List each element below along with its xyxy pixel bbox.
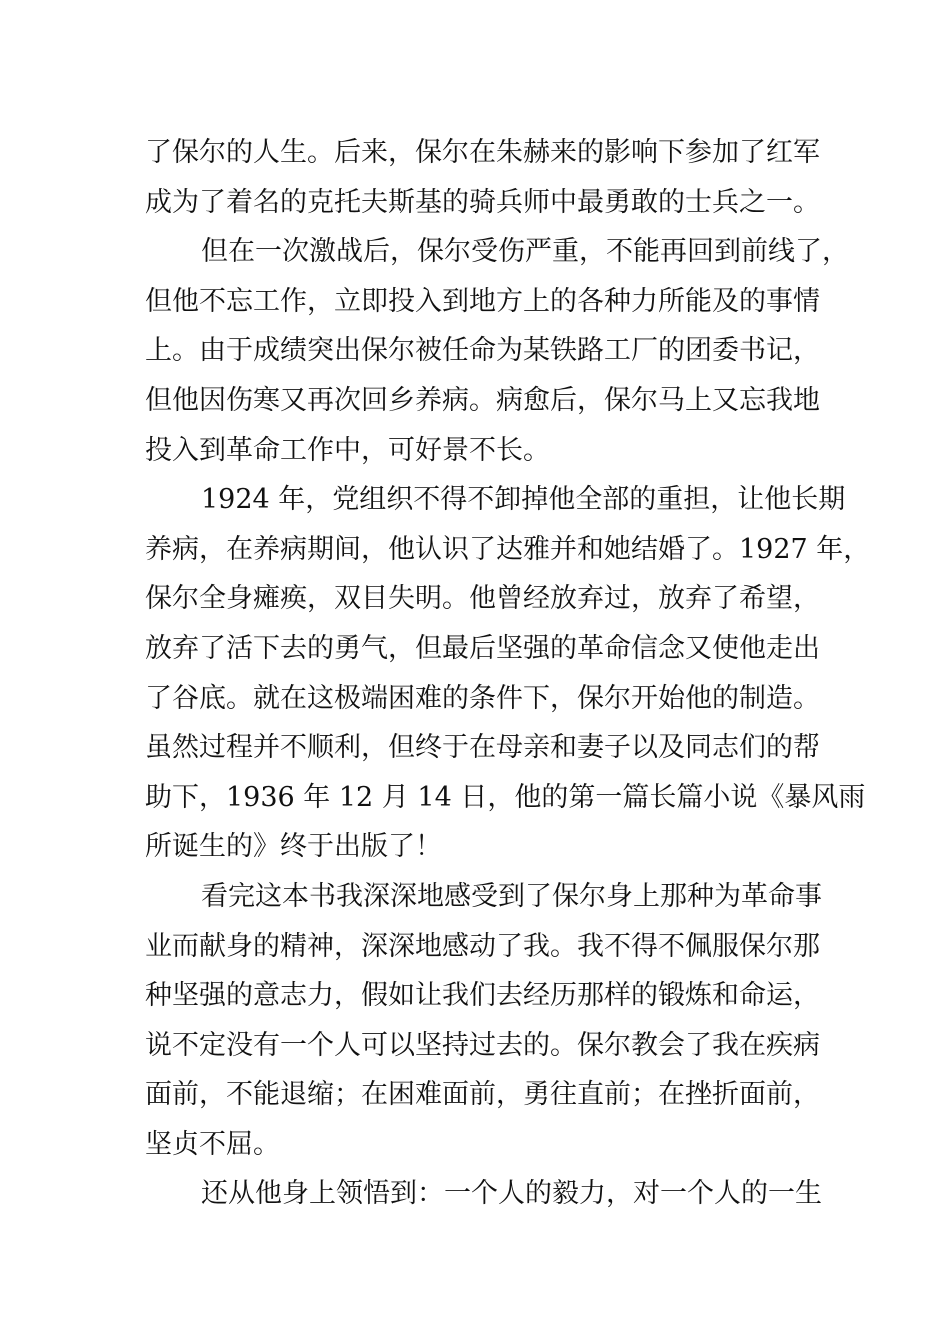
- text-line: 助下，1936 年 12 月 14 日，他的第一篇长篇小说《暴风雨: [145, 781, 866, 813]
- text-line: 虽然过程并不顺利，但终于在母亲和妻子以及同志们的帮: [145, 732, 820, 764]
- text-line: 说不定没有一个人可以坚持过去的。保尔教会了我在疾病: [145, 1029, 820, 1061]
- text-line: 放弃了活下去的勇气，但最后坚强的革命信念又使他走出: [145, 632, 820, 664]
- paragraph-first-line: 但在一次激战后，保尔受伤严重，不能再回到前线了，: [201, 236, 849, 268]
- text-line: 投入到革命工作中，可好景不长。: [145, 434, 550, 466]
- text-line: 种坚强的意志力，假如让我们去经历那样的锻炼和命运，: [145, 980, 820, 1012]
- text-line: 所诞生的》终于出版了！: [145, 831, 442, 863]
- text-line: 保尔全身瘫痪，双目失明。他曾经放弃过，放弃了希望，: [145, 583, 820, 615]
- text-line: 但他不忘工作，立即投入到地方上的各种力所能及的事情: [145, 285, 820, 317]
- paragraph-first-line: 看完这本书我深深地感受到了保尔身上那种为革命事: [201, 880, 822, 912]
- text-line: 面前，不能退缩；在困难面前，勇往直前；在挫折面前，: [145, 1079, 820, 1111]
- text-line: 上。由于成绩突出保尔被任命为某铁路工厂的团委书记，: [145, 335, 820, 367]
- text-line: 成为了着名的克托夫斯基的骑兵师中最勇敢的士兵之一。: [145, 186, 820, 218]
- text-line: 坚贞不屈。: [145, 1128, 280, 1160]
- document-body: [145, 128, 871, 1219]
- text-line: 了保尔的人生。后来，保尔在朱赫来的影响下参加了红军: [145, 137, 820, 168]
- text-line: 业而献身的精神，深深地感动了我。我不得不佩服保尔那: [145, 930, 820, 962]
- text-line: 了谷底。就在这极端困难的条件下，保尔开始他的制造。: [145, 682, 820, 714]
- text-line: 养病，在养病期间，他认识了达雅并和她结婚了。1927 年，: [145, 533, 871, 565]
- paragraph-first-line: 1924 年，党组织不得不卸掉他全部的重担，让他长期: [201, 484, 846, 516]
- paragraph-first-line: 还从他身上领悟到：一个人的毅力，对一个人的一生: [201, 1178, 822, 1210]
- text-line: 但他因伤寒又再次回乡养病。病愈后，保尔马上又忘我地: [145, 384, 820, 416]
